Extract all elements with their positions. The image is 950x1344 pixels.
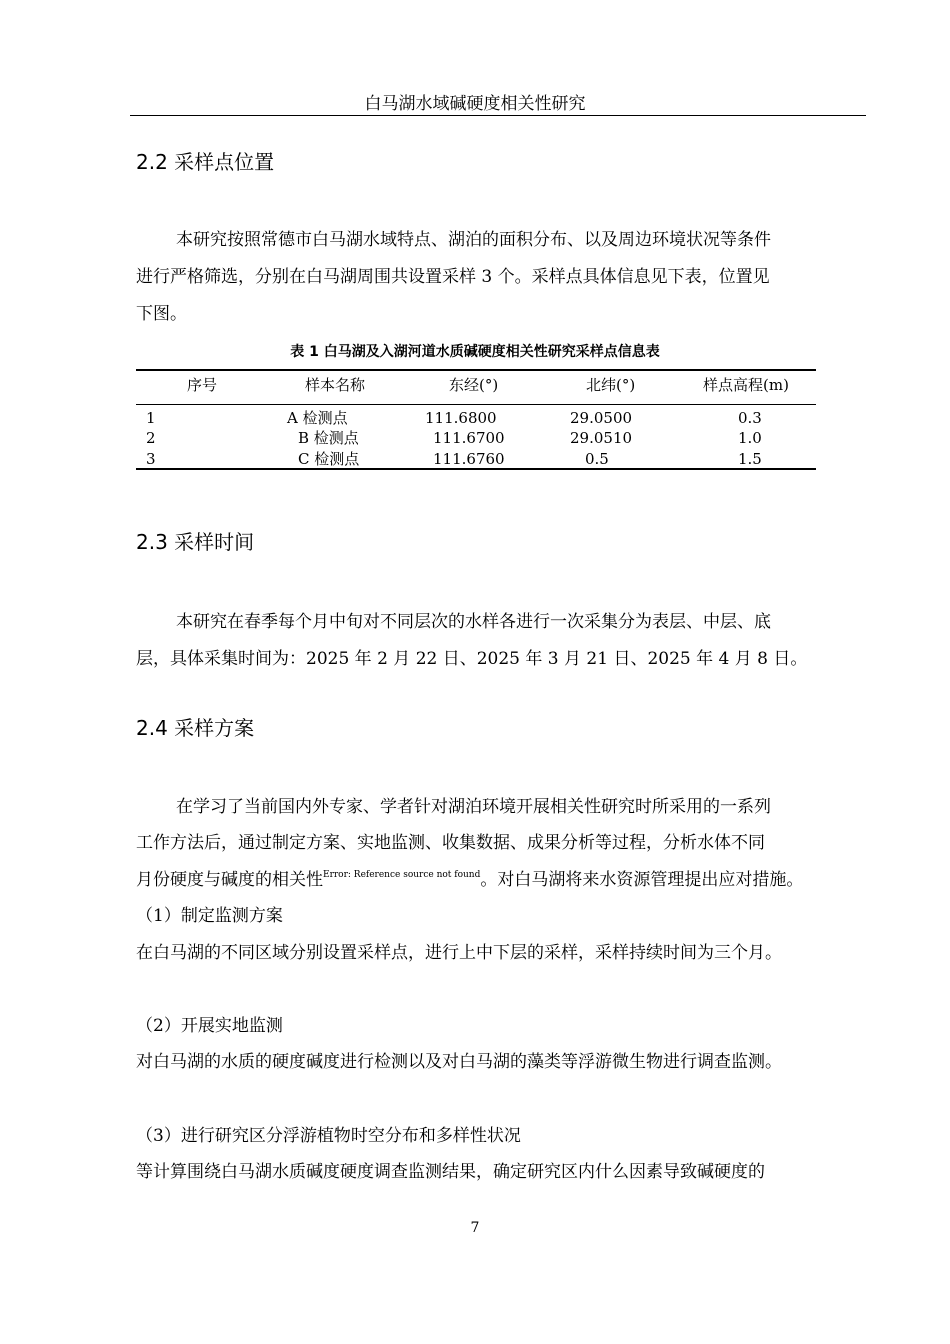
paragraph-line: 在学习了当前国内外专家、学者针对湖泊环境开展相关性研究时所采用的一系列 [176,797,771,817]
list-item-heading: （3）进行研究区分浮游植物时空分布和多样性状况 [136,1126,521,1146]
reference-error-superscript: Error: Reference source not found [323,870,481,880]
table-cell: 111.6700 [433,429,505,447]
table-cell: 0.5 [585,450,609,468]
list-item-body: 在白马湖的不同区域分别设置采样点，进行上中下层的采样，采样持续时间为三个月。 [136,943,782,963]
table-cell: 111.6800 [425,409,497,427]
paragraph-line: 本研究在春季每个月中旬对不同层次的水样各进行一次采集分为表层、中层、底 [176,612,771,632]
table-header-cell: 东经(°) [449,376,499,394]
paragraph-line: 下图。 [136,304,187,324]
table-header-rule [136,404,816,405]
paragraph-text: 月份硬度与碱度的相关性 [136,870,323,890]
table-header-cell: 北纬(°) [586,376,636,394]
list-item-heading: （1）制定监测方案 [136,906,283,926]
running-header: 白马湖水域碱硬度相关性研究 [364,94,586,114]
section-heading-2-4: 2.4 采样方案 [136,716,255,740]
paragraph-line-with-reference [136,869,803,894]
table-cell: 29.0510 [570,429,633,447]
page-number: 7 [470,1220,480,1236]
table-caption: 表 1 白马湖及入湖河道水质碱硬度相关性研究采样点信息表 [290,344,660,360]
list-item-body: 等计算围绕白马湖水质碱度硬度调查监测结果，确定研究区内什么因素导致碱硬度的 [136,1162,765,1182]
header-rule [130,115,866,116]
paragraph-line: 工作方法后，通过制定方案、实地监测、收集数据、成果分析等过程，分析水体不同 [136,833,765,853]
table-cell: 3 [146,450,156,468]
list-item-heading: （2）开展实地监测 [136,1016,283,1036]
table-header-cell: 样点高程(m) [703,376,789,394]
section-heading-2-3: 2.3 采样时间 [136,530,255,554]
table-header-cell: 序号 [187,376,218,394]
paragraph-line: 进行严格筛选，分别在白马湖周围共设置采样 3 个。采样点具体信息见下表，位置见 [136,267,770,287]
table-cell: 111.6760 [433,450,505,468]
table-cell: A 检测点 [287,409,348,427]
table-bottom-rule [136,468,816,470]
section-heading-2-2: 2.2 采样点位置 [136,150,275,174]
table-header-cell: 样本名称 [305,376,366,394]
list-item-body: 对白马湖的水质的硬度碱度进行检测以及对白马湖的藻类等浮游微生物进行调查监测。 [136,1052,782,1072]
paragraph-text: 。对白马湖将来水资源管理提出应对措施。 [480,870,804,890]
paragraph-line: 层，具体采集时间为：2025 年 2 月 22 日、2025 年 3 月 21 日、2025 年 4 月 8 日。 [136,649,808,669]
table-cell: 29.0500 [570,409,633,427]
table-cell: B 检测点 [298,429,359,447]
table-cell: 1.0 [738,429,762,447]
table-cell: 0.3 [738,409,762,427]
table-cell: 1.5 [738,450,762,468]
table-cell: 2 [146,429,156,447]
table-cell: 1 [146,409,156,427]
paragraph-line: 本研究按照常德市白马湖水域特点、湖泊的面积分布、以及周边环境状况等条件 [176,230,771,250]
table-cell: C 检测点 [298,450,360,468]
table-top-rule [136,369,816,371]
